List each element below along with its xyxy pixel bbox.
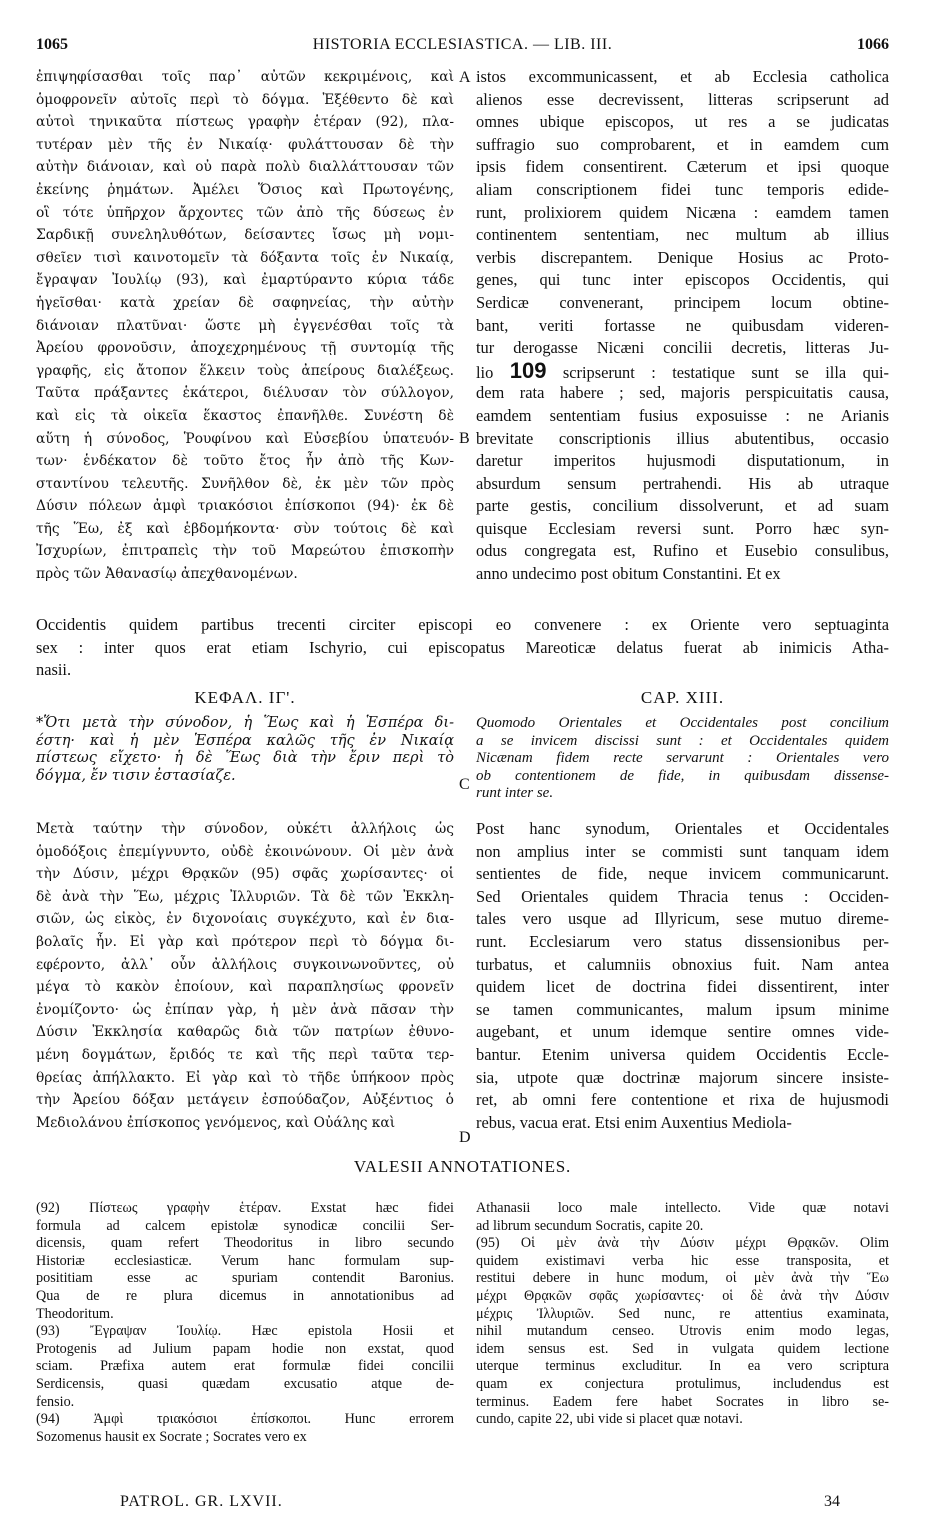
text-line: tur derogasse Nicæni concilii decretis, litteras Ju- — [476, 338, 889, 358]
text-line: nihil mutandum censeo. Utrovis enim modo legas, — [476, 1323, 889, 1340]
text-line: αὐτοὶ τηνικαῦτα πίστεως γραφὴν ἑτέραν (92), πλα- — [36, 114, 454, 131]
text-line: τῆς Ἕω, ἐξ καὶ ἑβδομήκοντα· σὺν τούτοις δὲ καὶ — [36, 520, 454, 537]
text-line: dicensis, quam refert Theodoritus in libro secundo — [36, 1235, 454, 1252]
text-line: καὶ εἰς τὰ οἰκεῖα ἕκαστος ἐπανῆλθε. Συνέστη δὲ — [36, 407, 454, 424]
page-number-right: 1066 — [857, 36, 889, 53]
text-line: Athanasii loco male intellecto. Vide quæ notavi — [476, 1200, 889, 1216]
text-line: γραφῆς, εἰς ἄτοπον ἕλκειν τοὺς ἀπείρους διαλέξεως. — [36, 362, 454, 379]
text-line: continentem sententiam, nec multum ab illius — [476, 225, 889, 245]
text-line: fensio. — [36, 1393, 75, 1410]
annotations-right-column — [476, 1200, 889, 1429]
text-line: verbis discrepantem. Denique Hosius ac Proto- — [476, 247, 889, 267]
text-line: eamdem sententiam fusius exposuisse : ne Arianis — [476, 405, 889, 425]
text-line: se tamen communicantes, malum ipsum minime — [476, 999, 889, 1019]
text-line: σθεῖεν τισὶ καινοτομεῖν τὰ δόξαντα τοῖς ἐν Νικαίᾳ, — [36, 249, 454, 266]
text-line: τὴν Ἀρείου δόξαν μετάγειν ἐσπούδαζον, Αὐξέντιος ὁ — [36, 1092, 454, 1109]
text-line: Post hanc synodum, Orientales et Occidentales — [476, 819, 889, 838]
text-line: τυτέραν μὲν τῆς ἐν Νικαίᾳ· φυλάττουσαν δὲ τὴν — [36, 136, 454, 153]
margin-letter-c: C — [459, 776, 470, 793]
text-line: Protogenis ad Julium papam hodie non exstat, quod — [36, 1340, 454, 1357]
text-line: Sed Orientales quidem Thracia tenus : Occiden- — [476, 886, 889, 906]
text-line: πίστεως εἴχετο· ἡ δὲ Ἕως διὰ τὴν ἔριν περὶ τὸ — [36, 750, 454, 766]
text-line: (94) Ἀμφὶ τριακόσιοι ἐπίσκοποι. Hunc errorem — [36, 1411, 454, 1428]
text-line: parte gestis, concilium dissolverunt, et ad suam — [476, 496, 889, 516]
text-line: augebant, et unum idemque sentire omnes vide- — [476, 1022, 889, 1042]
text-line: Δύσιν πόλεων ἀμφὶ τριακόσιοι ἐπίσκοποι (94)· ἐκ δὲ — [36, 498, 454, 515]
text-line: quam ex conjectura protulimus, includendus est — [476, 1375, 889, 1392]
text-line: brevitate conscriptionis illius abutentibus, occasio — [476, 428, 889, 448]
text-line: sentientes de fide, neque invicem communicarunt. — [476, 864, 889, 884]
greek-chapter-heading: ΚΕΦΑΛ. ΙΓ'. — [194, 688, 296, 707]
text-line: *Ὅτι μετὰ τὴν σύνοδον, ἡ Ἕως καὶ ἡ Ἑσπέρα δι- — [36, 715, 454, 731]
text-line: μένη δογμάτων, ἔριδός τε καὶ τῆς περὶ ταῦτα τερ- — [36, 1046, 454, 1063]
text-line: Nicænam fidem recte servarunt : Orientales vero — [476, 750, 889, 766]
text-line: έστη· καὶ ἡ μὲν Ἑσπέρα καλῶς τῆς ἐν Νικαίᾳ — [36, 732, 454, 749]
text-line: genes, qui tunc inter episcopos Occidentis, qui — [476, 270, 889, 290]
text-line: των· ἑνδέκατον δὲ τοῦτο ἔτος ἦν ἀπὸ τῆς Κων- — [36, 453, 454, 470]
text-line: ad librum secundum Socratis, capite 20. — [476, 1217, 704, 1234]
running-title: HISTORIA ECCLESIASTICA. — LIB. III. — [312, 36, 613, 53]
text-line: odus congregata est, Rufino et Eusebio consulibus, — [476, 541, 889, 561]
text-line: istos excommunicassent, et ab Ecclesia catholica — [476, 67, 889, 86]
latin-chapter-summary — [476, 715, 889, 803]
text-line: Μετὰ ταύτην τὴν σύνοδον, οὐκέτι ἀλλήλοις ὡς — [36, 821, 454, 837]
text-line: terminus. Eadem fere habet Socrates in libro se- — [476, 1393, 889, 1410]
running-header — [36, 36, 889, 58]
text-line: dem rata habere ; sed, majoris perspicuitatis causa, — [476, 383, 889, 403]
text-line: ob contentionem de fide, in quibusdam dissense- — [476, 767, 889, 784]
text-line: Sozomenus hausit ex Socrate ; Socrates vero ex — [36, 1428, 307, 1445]
greek-text-top — [36, 66, 454, 586]
text-line: Historiæ ecclesiasticæ. Verum hanc formulam sup- — [36, 1252, 454, 1269]
text-line: δὲ ἀνὰ τὴν Ἕω, μέχρις Ἰλλυριῶν. Τὰ δὲ τῶν Ἐκκλη- — [36, 888, 454, 905]
text-line: Μεδιολάνου ἐπίσκοπος γενόμενος, καὶ Οὐάλης καὶ — [36, 1114, 396, 1131]
text-line: bant, veriti fortasse ne quibusdam videren- — [476, 315, 889, 335]
text-line: bantur. Etenim universa quidem Occidentis Eccle- — [476, 1044, 889, 1064]
greek-chapter-summary — [36, 715, 454, 785]
text-line: ipsis fidem consentirent. Cæterum et ipsi quoque — [476, 157, 889, 177]
text-line: (92) Πίστεως γραφὴν ἑτέραν. Exstat hæc fidei — [36, 1200, 454, 1216]
footer-volume: PATROL. GR. LXVII. — [120, 1493, 283, 1510]
text-line: runt, prolixiorem quidem Nicæna : eamdem tamen — [476, 202, 889, 222]
text-line: daretur imperitos hujusmodi disputationum, in — [476, 451, 889, 471]
greek-text-bottom — [36, 818, 454, 1134]
latin-chapter-heading: CAP. XIII. — [640, 688, 725, 707]
text-line: uterque terminus excluditur. In ea vero scriptura — [476, 1358, 889, 1375]
text-line: Δύσιν Ἐκκλησία καθαρῶς διὰ τῶν πατρίων ἐθυνο- — [36, 1024, 454, 1041]
text-line: Theodoritum. — [36, 1305, 114, 1322]
text-line: πρὸς τῶν Ἀθανασίῳ ἀπεχθανομένων. — [36, 566, 298, 583]
text-line: μέχρι Θρᾳκῶν σφᾶς χωρίσαντες· οἱ δὲ ἀνὰ τὴν Δύσιν — [476, 1287, 889, 1304]
text-line: quidem existimavi verba hic esse transposita, et — [476, 1252, 889, 1269]
page-number-left: 1065 — [36, 36, 68, 53]
annotations-left-column — [36, 1200, 454, 1446]
latin-text-bottom — [476, 818, 889, 1134]
text-line: οἳ τότε ὑπῆρχον ἄρχοντες τῶν ἀπὸ τῆς δύσεως ἐν — [36, 204, 454, 221]
text-line: Serdicæ convenerant, principem locum obtine- — [476, 292, 889, 312]
text-line: rebus, vacua erat. Etsi enim Auxentius Mediola- — [476, 1112, 792, 1132]
text-line: aliam conscriptionem fidei tunc temporis edide- — [476, 179, 889, 199]
text-line: ret, ab omni fere contentione et rixa de hujusmodi — [476, 1090, 889, 1110]
column-number: 109 — [509, 359, 547, 383]
text-line: ἐκείνης ῥημάτων. Ἀμέλει Ὅσιος καὶ Πρωτογένης, — [36, 181, 454, 198]
text-line: restitui debere in hunc modum, οἱ μὲν ἀνὰ τὴν Ἕω — [476, 1270, 889, 1287]
text-line: αὐτὴν διάνοιαν, καὶ οὐ παρὰ πολὺ διαλλάττουσαν τῶν — [36, 159, 454, 176]
text-line: Ἀρείου φρονοῦσιν, ἀποχεχρημένους τῇ συντομίᾳ τῆς — [36, 340, 454, 357]
text-line: quisque Ecclesiam reversi sunt. Porro hæc syn- — [476, 518, 889, 538]
text-line: sex : inter quos erat etiam Ischyrio, cui episcopatus Mareoticæ delatus fuerat ab inimicis Atha- — [36, 637, 889, 657]
text-line: quidem licet de doctrina fidei dissentirent, inter — [476, 977, 889, 997]
text-line: σταντίνου τελευτῆς. Συνῆλθον δὲ, ἐκ μὲν τῶν πρὸς — [36, 475, 454, 492]
text-line: anno undecimo post obitum Constantini. Et ex — [476, 564, 781, 584]
text-line: lio 109 scripserunt : testatique sunt se illa qui- — [476, 359, 889, 383]
text-line: suffragio suo comprobarent, et in eamdem cum — [476, 134, 889, 154]
text-line: μέχρις Ἰλλυριῶν. Sed nunc, re attentius examinata, — [476, 1305, 889, 1322]
text-line: posititiam esse ac spuriam contendit Baronius. — [36, 1270, 454, 1287]
text-line: διάνοιαν πλατῦναι· ὥστε μὴ ἐγγενέσθαι τοῖς τὰ — [36, 317, 454, 334]
text-line: runt inter se. — [476, 785, 554, 801]
text-line: alienos esse decrevissent, litteras scripserunt ad — [476, 89, 889, 109]
text-line: tales vero usque ad Illyricum, sese mutuo direme- — [476, 909, 889, 929]
footer-signature: 34 — [824, 1493, 840, 1510]
text-line: Serdicensis, quasi quædam excusatio atque de- — [36, 1375, 454, 1392]
text-line: cundo, capite 22, ubi vide si placet quæ notavi. — [476, 1411, 743, 1428]
text-line: ἔγραψαν Ἰουλίῳ (93), καὶ ἐμαρτύραντο κύρια τάδε — [36, 272, 454, 289]
text-line: αὕτη ἡ σύνοδος, Ῥουφίνου καὶ Εὐσεβίου ὑπατευόν- — [36, 430, 454, 447]
text-line: Ἰσχυρίων, ἐπιτραπεὶς τὴν τοῦ Μαρεώτου ἐπισκοπὴν — [36, 543, 454, 560]
text-line: δόγμα, ἔν τισιν ἐστασίαζε. — [36, 767, 236, 784]
text-line: ἡγεῖσθαι· κατὰ χρείαν δὲ σαφηνείας, τὴν αὐτὴν — [36, 294, 454, 311]
text-line: Ταῦτα πράξαντες ἑκάτεροι, διέλυσαν τὸν σύλλογον, — [36, 385, 454, 402]
text-line: omnes ubique episcopos, ut res a se judicatas — [476, 112, 889, 132]
text-line: Quomodo Orientales et Occidentales post concilium — [476, 715, 889, 731]
page-footer — [120, 1493, 840, 1515]
text-line: nasii. — [36, 660, 72, 680]
text-line: Σαρδικῇ συνεληλυθότων, δείσαντες ἴσως μὴ νομι- — [36, 227, 454, 244]
latin-text-top — [476, 66, 889, 586]
full-width-text — [36, 614, 889, 682]
text-line: θρείας ἀπήλλακτο. Εἰ γὰρ καὶ τὸ τῆδε ὑπήκοον πρὸς — [36, 1069, 454, 1086]
text-line: Qua de re plura dicemus in annotationibus ad — [36, 1287, 454, 1304]
annotations-heading: VALESII ANNOTATIONES. — [353, 1157, 572, 1176]
text-line: τὴν Δύσιν, μέχρι Θρᾳκῶν (95) σφᾶς χωρίσαντες· οἱ — [36, 866, 454, 883]
text-line: absurdum sensum pertrahendi. His ab utraque — [476, 473, 889, 493]
text-line: formula ad calcem epistolæ synodicæ concilii Ser- — [36, 1217, 454, 1234]
text-line: non amplius inter se commisti sunt tanquam idem — [476, 841, 889, 861]
text-line: σιῶν, ὡς εἰκὸς, ἐν διχονοίαις συγκέχυτο, καὶ ἐν δια- — [36, 911, 454, 928]
text-line: runt. Ecclesiarum vero status dissensionibus per- — [476, 931, 889, 951]
text-line: εφέροντο, ἀλλ᾽ οὖν ἀλλήλοις συγκοινωνοῦντες, οὐ — [36, 956, 454, 973]
text-line: idem sensus est. Sed in vulgata quidem lectione — [476, 1340, 889, 1357]
text-line: μέγα τὸ κακὸν ἐποίουν, καὶ παραπλησίως φρονεῖν — [36, 979, 454, 996]
text-line: (95) Οἱ μὲν ἀνὰ τὴν Δύσιν μέχρι Θρᾳκῶν. Olim — [476, 1235, 889, 1252]
text-line: ὁμοδόξοις ἐπεμίγνυντο, οὐδὲ ἐκοινώνουν. Οἱ μὲν ἀνὰ — [36, 843, 454, 860]
text-line: (93) Ἔγραψαν Ἰουλίῳ. Hæc epistola Hosii et — [36, 1323, 454, 1340]
text-line: sciam. Præfixa autem erat formulæ fidei concilii — [36, 1358, 454, 1375]
text-line: sia, utpote quæ doctrinæ majorum sincere insiste- — [476, 1067, 889, 1087]
text-line: ἐπιψηφίσασθαι τοῖς παρ᾽ αὐτῶν κεκριμένοις, καὶ — [36, 69, 454, 85]
text-line: a se invicem discissi sunt : et Occidentales quidem — [476, 732, 889, 749]
margin-letter-b: B — [459, 430, 470, 447]
text-line: βολαῖς ἦν. Εἰ γὰρ καὶ πρότερον περὶ τὸ δόγμα δι- — [36, 933, 454, 950]
text-line: turbatus, et calumniis obnoxius fuit. Nam antea — [476, 954, 889, 974]
text-line: Occidentis quidem partibus trecenti circiter episcopi eo convenere : ex Oriente vero septuaginta — [36, 615, 889, 634]
text-line: ὁμοφρονεῖν αὐτοῖς περὶ τὸ δόγμα. Ἐξέθεντο δὲ καὶ — [36, 91, 454, 108]
margin-letter-d: D — [459, 1129, 471, 1146]
margin-letter-a: A — [459, 69, 471, 86]
text-line: ἐνομίζοντο· ὡς ἐπίπαν γὰρ, ἡ μὲν ἀνὰ πᾶσαν τὴν — [36, 1001, 454, 1018]
